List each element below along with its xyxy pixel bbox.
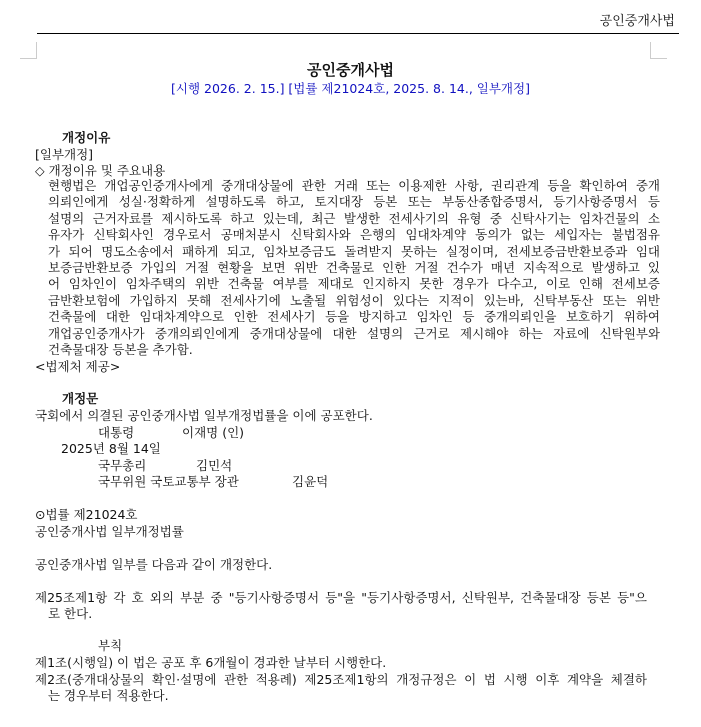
president-name: 이재명 (인) <box>182 425 245 440</box>
pm-title: 국무총리 <box>98 458 147 473</box>
reason-body-line: 설명의 근거자료를 제시하도록 하고 있는데, 최근 발생한 전세사기의 유형 중 신탁사기는 임차건물의 소 <box>48 210 660 226</box>
reason-heading: 개정이유 <box>62 130 111 145</box>
addendum-article-1: 제1조(시행일) 이 법은 공포 후 6개월이 경과한 날부터 시행한다. <box>35 655 387 670</box>
document-title: 공인중개사법 <box>307 61 394 79</box>
amendment-type: [일부개정] <box>35 147 94 162</box>
reason-body-line: 개업공인중개사가 중개의뢰인에게 중개대상물에 대한 설명의 근거로 제시해야 하는 자료에 신탁원부와 <box>48 325 660 341</box>
reason-bullet: ◇ 개정이유 및 주요내용 <box>35 163 166 178</box>
running-header: 공인중개사법 <box>599 14 675 29</box>
reason-body-line: 건축물에 대한 임대차계약으로 인한 전세사기 등을 방지하고 임차인 등 중개의뢰인을 보호하기 위하여 <box>48 309 660 325</box>
document-subtitle: [시행 2026. 2. 15.] [법률 제21024호, 2025. 8. 14., 일부개정] <box>171 81 530 96</box>
law-number: ⊙법률 제21024호 <box>35 507 138 522</box>
pm-name: 김민석 <box>196 458 233 473</box>
reason-body-line: 유자가 신탁회사인 경우로서 공매처분시 신탁회사와 은행의 임대차계약 동의가 없는 세입자는 불법점유 <box>48 227 660 243</box>
reason-body-line: 어 임차인이 임차주택의 위반 건축물 여부를 제대로 인지하지 못한 경우가 다수고, 이로 인해 전세보증 <box>48 276 660 292</box>
article-text-line-1: 제25조제1항 각 호 외의 부분 중 "등기사항증명서 등"을 "등기사항증명서, 신탁원부, 건축물대장 등본 등"으 <box>35 590 647 605</box>
article-text-line-2: 로 한다. <box>48 606 93 621</box>
reason-body-line: 현행법은 개업공인중개사에게 중개대상물에 관한 거래 또는 이용제한 사항, 권리관계 등을 확인하여 중개 <box>48 178 660 193</box>
amendment-intro: 공인중개사법 일부를 다음과 같이 개정한다. <box>35 557 273 572</box>
reason-body-line: 금반환보험에 가입하지 못해 전세사기에 노출될 위험성이 있다는 지적이 있는바, 신탁부동산 또는 위반 <box>48 292 660 308</box>
addenda-heading: 부칙 <box>98 638 123 653</box>
promulgation-date: 2025년 8월 14일 <box>61 441 161 456</box>
reason-body-line: 보증금반환보증 가입의 거절 현황을 보면 위반 건축물로 인한 거절 건수가 매년 지속적으로 발생하고 있 <box>48 260 660 275</box>
header-rule <box>37 33 679 34</box>
reason-body-line: 가 되어 명도소송에서 패하게 되고, 임차보증금도 돌려받지 못하는 실정이며, 전세보증금반환보증과 임대 <box>48 243 660 259</box>
minister-name: 김윤덕 <box>292 474 329 489</box>
addendum-article-2-line-1: 제2조(중개대상물의 확인·설명에 관한 적용례) 제25조제1항의 개정규정은 이 법 시행 이후 계약을 체결하 <box>35 672 647 687</box>
source-note: <법제처 제공> <box>35 359 121 374</box>
reason-body-line: 의뢰인에게 성실·정확하게 설명하도록 하고, 토지대장 등본 또는 부동산종합증명서, 등기사항증명서 등 <box>48 194 660 210</box>
margin-corner-right <box>650 42 667 59</box>
amendment-heading: 개정문 <box>62 391 99 406</box>
margin-corner-left <box>20 42 37 59</box>
addendum-article-2-line-2: 는 경우부터 적용한다. <box>48 688 169 703</box>
promulgation-text: 국회에서 의결된 공인중개사법 일부개정법률을 이에 공포한다. <box>35 408 373 423</box>
law-name: 공인중개사법 일부개정법률 <box>35 524 184 539</box>
minister-title: 국무위원 국토교통부 장관 <box>98 474 239 489</box>
president-title: 대통령 <box>98 425 135 440</box>
reason-body-line: 건축물대장 등본을 추가함. <box>48 342 193 357</box>
